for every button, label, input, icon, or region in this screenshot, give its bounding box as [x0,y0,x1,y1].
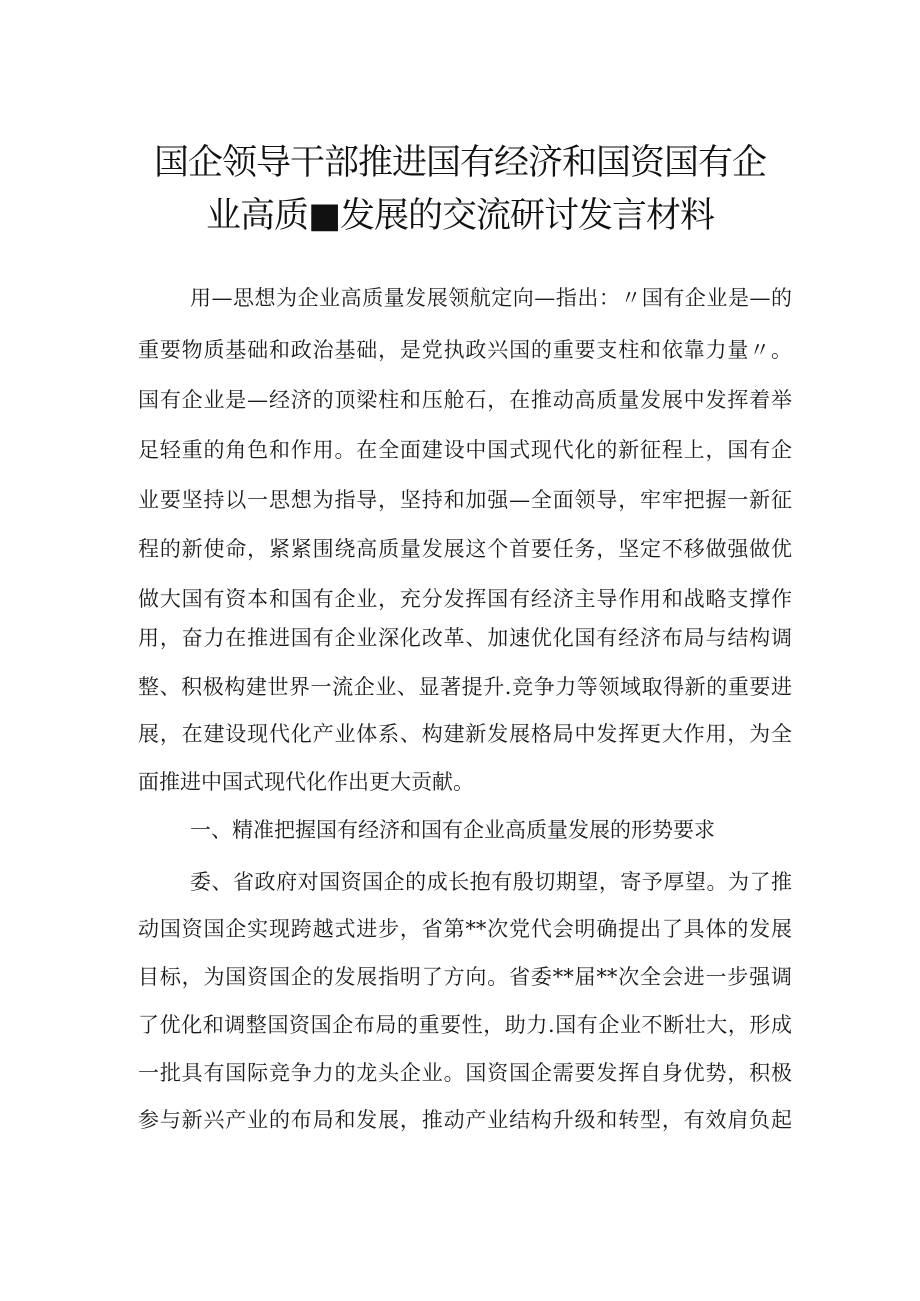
intro-line-7: 做大国有资本和国有企业，充分发挥国有经济主导作用和战略支撑作 [138,587,792,611]
intro-line-2: 重要物质基础和政治基础，是党执政兴国的重要支柱和依靠力量〃。 [138,338,792,362]
intro-line-8: 用，奋力在推进国有企业深化改革、加速优化国有经济布局与结构调 [138,626,792,650]
section-1-line-5: 一批具有国际竞争力的龙头企业。国资国企需要发挥自身优势，积极 [138,1061,792,1085]
intro-line-3: 国有企业是—经济的顶梁柱和压舱石，在推动高质量发展中发挥着举 [138,388,792,412]
intro-line-10: 展，在建设现代化产业体系、构建新发展格局中发挥更大作用，为全 [138,722,792,746]
section-1-line-1: 委、省政府对国资国企的成长抱有殷切期望，寄予厚望。为了推 [190,870,792,894]
section-1-line-6: 参与新兴产业的布局和发展，推动产业结构升级和转型，有效肩负起 [138,1108,792,1132]
intro-line-11: 面推进中国式现代化作出更大贡献。 [138,770,474,794]
intro-line-6: 程的新使命，紧紧围绕高质量发展这个首要任务，坚定不移做强做优 [138,537,792,561]
section-1-line-2: 动国资国企实现跨越式进步，省第**次党代会明确提出了具体的发展 [138,917,792,941]
intro-line-4: 足轻重的角色和作用。在全面建设中国式现代化的新征程上，国有企 [138,438,792,462]
section-1-line-3: 目标，为国资国企的发展指明了方向。省委**届**次全会进一步强调 [138,965,792,989]
intro-line-5: 业要坚持以一思想为指导，坚持和加强—全面领导，牢牢把握一新征 [138,488,792,512]
section-1-heading: 一、精准把握国有经济和国有企业高质量发展的形势要求 [190,818,715,842]
document-title-line-2: 业高质■发展的交流研讨发言材料 [205,196,715,236]
section-1-line-4: 了优化和调整国资国企布局的重要性，助力.国有企业不断壮大，形成 [138,1013,792,1037]
document-title-line-1: 国企领导干部推进国有经济和国资国有企 [153,143,766,183]
intro-line-9: 整、积极构建世界一流企业、显著提升.竞争力等领域取得新的重要进 [138,675,792,699]
intro-line-1: 用—思想为企业高质量发展领航定向—指出：〃国有企业是—的 [190,286,792,310]
